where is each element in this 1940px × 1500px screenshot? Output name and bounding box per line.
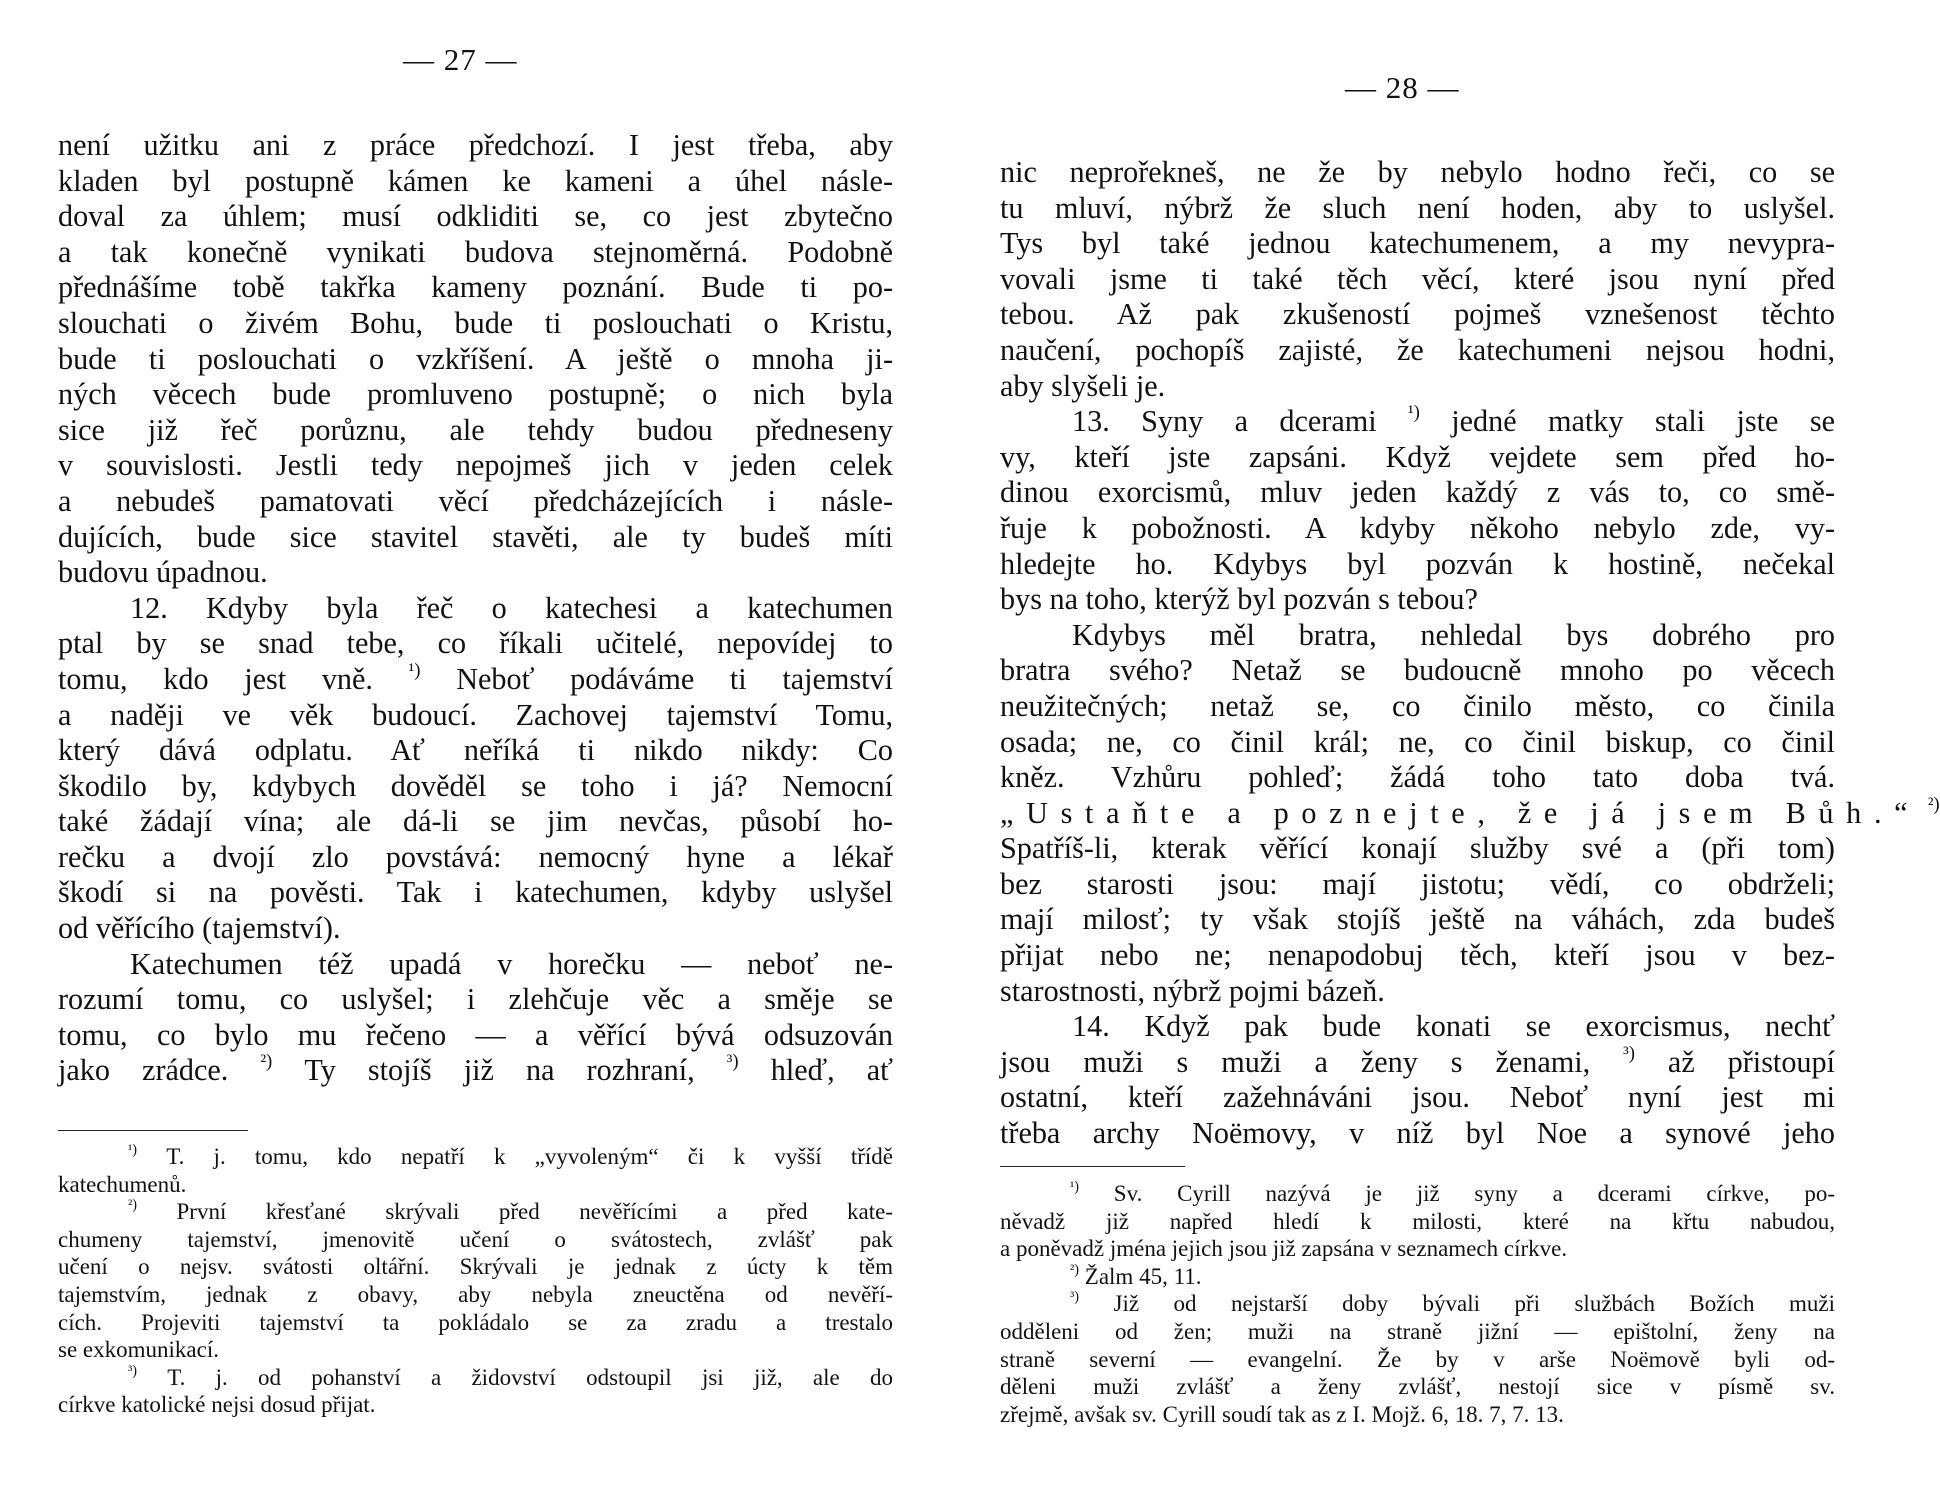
text-line: osada; ne, co činil král; ne, co činil biskup, co činil: [1000, 724, 1835, 759]
body-text: [1000, 155, 1940, 1152]
text-line: dujících, bude sice stavitel stavěti, ale ty budeš míti: [58, 519, 893, 554]
text-line: ptal by se snad tebe, co říkali učitelé, nepovídej to: [58, 626, 893, 661]
text-line: slouchati o živém Bohu, bude ti poslouchati o Kristu,: [58, 305, 893, 340]
paragraph: [1000, 617, 1940, 1010]
text-line: ných věcech bude promluveno postupně; o nich byla: [58, 377, 893, 412]
footnote-text: T. j. tomu, kdo nepatří k „vyvoleným“ či k vyšší třídě: [166, 1144, 893, 1169]
footnote-text: První křesťané skrývali před nevěřícími a před kate-: [176, 1199, 893, 1225]
text-line: Katechumen též upadá v horečku — neboť ne-: [130, 946, 893, 981]
text-line: hledejte ho. Kdybys byl pozván k hostině, nečekal: [1000, 546, 1835, 581]
footnotes: [1000, 1180, 1835, 1428]
footnote-text: T. j. od pohanství a židovství odstoupil jsi již, ale do: [167, 1364, 894, 1390]
text-line: třeba archy Noëmovy, v níž byl Noe a synové jeho: [1000, 1116, 1835, 1151]
footnote-line: děleni muži zvlášť a ženy zvlášť, nestojí sice v písmě sv.: [1000, 1374, 1835, 1400]
text-line: bratra svého? Netaž se budoucně mnoho po věcech: [1000, 653, 1835, 688]
text-line: kněz. Vzhůru pohleď; žádá toho tato doba tvá.: [1000, 760, 1835, 795]
text-line: [58, 1053, 893, 1089]
text-line: škodilo by, kdybych dověděl se toho i já? Nemocní: [58, 768, 893, 803]
text-line: [1000, 1042, 1835, 1081]
page-number: — 28 —: [1345, 70, 1460, 105]
footnote-line: [58, 1364, 893, 1392]
text-segment: hleď, ať: [770, 1053, 894, 1088]
text-line: 12. Kdyby byla řeč o katechesi a katechumen: [130, 590, 893, 625]
text-line: rečku a dvojí zlo povstává: nemocný hyne a lékař: [58, 839, 893, 874]
footnote-text: Sv. Cyrill nazývá je již syny a dcerami církve, po-: [1113, 1181, 1836, 1206]
footnote-marker: ³): [128, 1362, 138, 1379]
text-line: bude ti poslouchati o vzkříšení. A ještě o mnoha ji-: [58, 341, 893, 376]
footnote: [58, 1143, 893, 1198]
page-number: — 27 —: [403, 42, 518, 77]
text-segment: Neboť podáváme ti tajemství: [456, 661, 894, 696]
footnote-line: chumeny tajemství, jmenovitě učení o svátostech, zvlášť pak: [58, 1226, 893, 1252]
text-line: a naději ve věk budoucí. Zachovej tajemství Tomu,: [58, 697, 893, 732]
footnote-line: tajemstvím, jednak z obavy, aby nebyla zneuctěna od nevěří-: [58, 1281, 893, 1307]
left-page: [58, 0, 893, 1500]
paragraph: [58, 947, 893, 1089]
text-line: nic neprořekneš, ne že by nebylo hodno řeči, co se: [1000, 155, 1835, 189]
footnote-line: straně severní — evangelní. Že by v arše Noëmově byli od-: [1000, 1346, 1835, 1372]
text-line: škodí si na pověsti. Tak i katechumen, kdyby uslyšel: [58, 875, 893, 910]
footnote-divider: [1000, 1166, 1185, 1167]
paragraph: [1000, 155, 1835, 404]
paragraph: [1000, 1009, 1835, 1151]
footnote-line: [1000, 1290, 1835, 1318]
text-line: který dává odplatu. Ať neříká ti nikdo nikdy: Co: [58, 733, 893, 768]
text-line: a tak konečně vynikati budova stejnoměrná. Podobně: [58, 234, 893, 269]
text-segment: jedné matky stali jste se: [1451, 404, 1835, 439]
text-line: tomu, co bylo mu řečeno — a věřící bývá odsuzován: [58, 1017, 893, 1052]
text-segment: tomu, kdo jest vně.: [58, 661, 373, 696]
paragraph: [58, 591, 893, 947]
text-segment: 13. Syny a dcerami: [1072, 404, 1377, 439]
text-line: Tys byl také jednou katechumenem, a my nevypra-: [1000, 226, 1835, 261]
text-line: přijat nebo ne; nenapodobuj těch, kteří jsou v bez-: [1000, 938, 1835, 973]
footnote: [58, 1364, 893, 1419]
footnote-marker: ¹): [1070, 1179, 1080, 1196]
text-line: ostatní, kteří zažehnáváni jsou. Neboť nyní jest mi: [1000, 1080, 1835, 1115]
text-line: a nebudeš pamatovati věcí předcházejících i násle-: [58, 483, 893, 518]
text-line: vovali jsme ti také těch věcí, které jsou nyní před: [1000, 261, 1835, 296]
text-line: kladen byl postupně kámen ke kameni a úhel násle-: [58, 163, 893, 198]
text-line: rozumí tomu, co uslyšel; i zlehčuje věc a směje se: [58, 982, 893, 1017]
footnote-ref: ³): [1623, 1042, 1635, 1064]
text-line: tebou. Až pak zkušeností pojmeš vznešenost těchto: [1000, 297, 1835, 332]
text-segment: Ty stojíš již na rozhraní,: [304, 1053, 695, 1088]
text-line: doval za úhlem; musí odkliditi se, co jest zbytečno: [58, 199, 893, 234]
paragraph: [58, 128, 893, 591]
text-line: bez starosti jsou: mají jistotu; vědí, co obdrželi;: [1000, 866, 1835, 901]
footnote-line: katechumenů.: [58, 1171, 187, 1197]
footnote-line: učení o nejsv. svátosti oltářní. Skrývali je jednak z úcty k těm: [58, 1254, 893, 1280]
text-line: od věřícího (tajemství).: [58, 911, 341, 946]
footnote-divider: [58, 1130, 248, 1131]
footnote-line: odděleni od žen; muži na straně jižní — epištolní, ženy na: [1000, 1318, 1835, 1344]
footnote-marker: ²): [1070, 1261, 1080, 1278]
footnote-ref: ¹): [408, 659, 421, 681]
text-segment: až přistoupí: [1667, 1044, 1835, 1079]
footnote: [1000, 1263, 1835, 1291]
text-line: vy, kteří jste zapsáni. Když vejdete sem před ho-: [1000, 439, 1835, 474]
footnote-line: se exkomunikací.: [58, 1337, 219, 1363]
footnote-line: [1000, 1180, 1835, 1208]
text-line: přednášíme tobě takřka kameny poznání. Bude ti po-: [58, 270, 893, 305]
footnote-ref: ³): [726, 1051, 739, 1073]
text-line: starostnosti, nýbrž pojmi bázeň.: [1000, 973, 1385, 1008]
footnote-line: [58, 1143, 893, 1171]
text-line: bys na toho, kterýž byl pozván s tebou?: [1000, 582, 1478, 617]
footnote: [58, 1198, 893, 1364]
text-line: není užitku ani z práce předchozí. I jest třeba, aby: [58, 128, 893, 162]
footnotes: [58, 1143, 893, 1419]
text-line: tu mluví, nýbrž že sluch není hoden, aby to uslyšel.: [1000, 190, 1835, 225]
footnote: [1000, 1180, 1835, 1263]
text-line: naučení, pochopíš zajisté, že katechumeni nejsou hodni,: [1000, 332, 1835, 367]
text-segment: jsou muži s muži a ženy s ženami,: [1000, 1044, 1591, 1079]
footnote-ref: ²): [1927, 793, 1940, 815]
text-line: neužitečných; netaž se, co činilo město, co činila: [1000, 688, 1835, 723]
text-line: [1000, 793, 1940, 832]
footnote-marker: ²): [128, 1197, 138, 1214]
footnote-line: [1000, 1263, 1835, 1291]
footnote-line: církve katolické nejsi dosud přijat.: [58, 1392, 376, 1418]
right-page: [1000, 0, 1940, 1500]
body-text: [58, 128, 893, 1089]
text-line: [58, 659, 894, 698]
text-line: mají milosť; ty však stojíš ještě na váhách, zda budeš: [1000, 902, 1835, 937]
footnote-line: a poněvadž jména jejich jsou již zapsána v seznamech církve.: [1000, 1236, 1568, 1262]
footnote-ref: ¹): [1407, 402, 1420, 424]
text-line: [1000, 404, 1835, 440]
paragraph: [1000, 404, 1835, 618]
text-line: v souvislosti. Jestli tedy nepojmeš jich v jeden celek: [58, 448, 893, 483]
text-line: aby slyšeli je.: [1000, 368, 1166, 403]
footnote-text: Žalm 45, 11.: [1084, 1263, 1202, 1289]
footnote-ref: ²): [260, 1051, 273, 1073]
footnote-line: cích. Projeviti tajemství ta pokládalo se za zradu a trestalo: [58, 1309, 893, 1335]
text-line: Kdybys měl bratra, nehledal bys dobrého pro: [1072, 617, 1835, 652]
text-line: řuje k pobožnosti. A kdyby někoho nebylo zde, vy-: [1000, 510, 1835, 545]
footnote-marker: ¹): [128, 1142, 138, 1159]
text-segment: jako zrádce.: [58, 1053, 229, 1088]
text-line: 14. Když pak bude konati se exorcismus, nechť: [1072, 1009, 1835, 1044]
footnote-line: [58, 1198, 893, 1226]
text-line: Spatříš-li, kterak věřící konají služby své a (při tom): [1000, 831, 1835, 866]
footnote-line: něvadž již napřed hledí k milosti, které na křtu nabudou,: [1000, 1208, 1835, 1234]
footnote: [1000, 1290, 1835, 1428]
text-line: také žádají vína; ale dá-li se jim nevčas, působí ho-: [58, 804, 893, 839]
footnote-line: zřejmě, avšak sv. Cyrill soudí tak as z I. Mojž. 6, 18. 7, 7. 13.: [1000, 1401, 1564, 1427]
text-line: dinou exorcismů, mluv jeden každý z vás to, co smě-: [1000, 475, 1835, 510]
text-line: sice již řeč porůznu, ale tehdy budou předneseny: [58, 412, 893, 447]
footnote-marker: ³): [1070, 1289, 1080, 1306]
quote-text: „Ustaňte a poznejte, že já jsem Bůh.“: [1000, 795, 1921, 830]
text-line: budovu úpadnou.: [58, 555, 268, 590]
footnote-text: Již od nejstarší doby bývali při službách Božích muži: [1113, 1291, 1836, 1317]
